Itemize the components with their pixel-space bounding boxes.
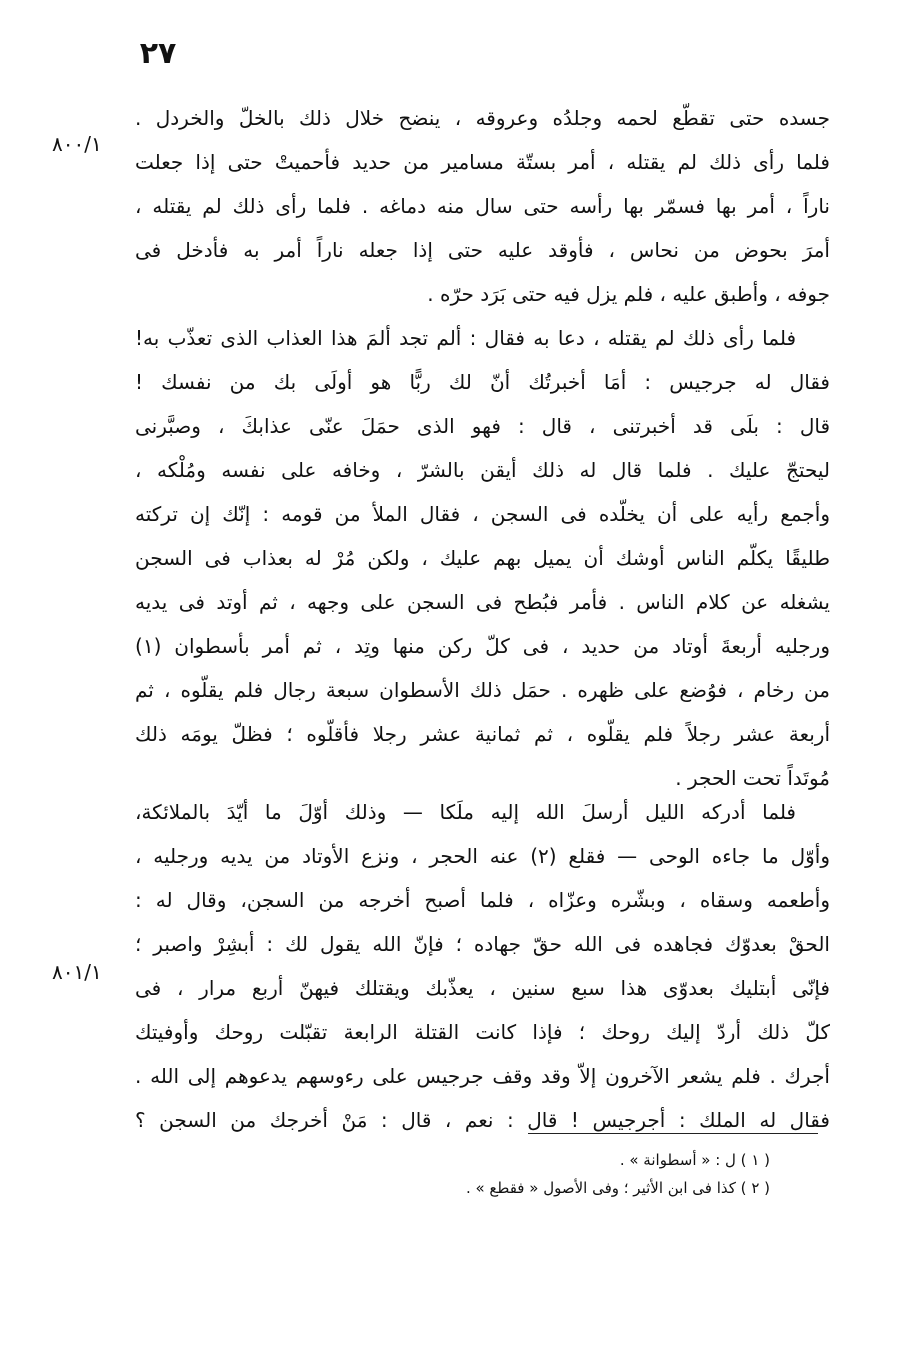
text-line: أجرك . فلم يشعر الآخرون إلاّ وقد وقف جرجيس على رءوسهم يدعوهم إلى الله .	[135, 1064, 830, 1088]
text-line: كلّ ذلك أردّ إليك روحك ؛ فإذا كانت القتلة الرابعة تقبّلت روحك وأوفيتك	[135, 1020, 830, 1044]
footnote: ( ١ ) ل : « أسطوانة » .	[619, 1151, 770, 1169]
text-line: من رخام ، فوُضع على ظهره . حمَل ذلك الأسطوان سبعة رجال فلم يقلّوه ، ثم	[135, 678, 830, 702]
text-line: ورجليه أربعةَ أوتاد من حديد ، فى كلّ ركن منها وتِد ، ثم أمر بأسطوان (١)	[135, 634, 830, 658]
text-line: فإنّى أبتليك بعدوّى هذا سبع سنين ، يعذّبك ويقتلك فيهنّ أربع مرار ، فى	[135, 976, 830, 1000]
page-number: ٢٧	[139, 36, 177, 71]
margin-reference: ٨٠٠/١	[52, 132, 102, 156]
paragraph	[135, 96, 830, 316]
paragraph	[135, 316, 830, 800]
margin-reference: ٨٠١/١	[52, 960, 102, 984]
paragraph	[135, 790, 830, 1142]
text-line: وأجمع رأيه على أن يخلّده فى السجن ، فقال الملأ من قومه : إنّك إن تركته	[135, 502, 830, 526]
text-line: فلما رأى ذلك لم يقتله ، أمر بستّة مسامير من حديد فأحميتْ حتى إذا جعلت	[135, 150, 830, 174]
text-line: فلما رأى ذلك لم يقتله ، دعا به فقال : ألم تجد ألمَ هذا العذاب الذى تعذّب به!	[135, 326, 796, 350]
text-line: جسده حتى تقطّع لحمه وجلدُه وعروقه ، ينضح خلال ذلك بالخلّ والخردل .	[135, 106, 830, 130]
text-line: جوفه ، وأطبق عليه ، فلم يزل فيه حتى بَرَد حرّه .	[427, 282, 830, 306]
footnote-separator	[528, 1133, 818, 1134]
footnotes	[300, 1146, 770, 1202]
text-line: يشغله عن كلام الناس . فأمر فبُطح فى السجن على وجهه ، ثم أوتد فى يديه	[135, 590, 830, 614]
text-line: ليحتجّ عليك . فلما قال له ذلك أيقن بالشرّ ، وخافه على نفسه ومُلْكه ،	[135, 458, 830, 482]
text-line: أربعة عشر رجلاً فلم يقلّوه ، ثم ثمانية عشر رجلا فأقلّوه ؛ فظلّ يومَه ذلك	[135, 722, 830, 746]
text-line: ناراً ، أمر بها فسمّر بها رأسه حتى سال منه دماغه . فلما رأى ذلك لم يقتله ،	[135, 194, 830, 218]
text-line: مُوتَداً تحت الحجر .	[675, 766, 830, 790]
text-line: فقال له الملك : أجرجيس ! قال : نعم ، قال : مَنْ أخرجك من السجن ؟	[135, 1108, 830, 1132]
text-line: الحقْ بعدوّك فجاهده فى الله حقّ جهاده ؛ فإنّ الله يقول لك : أبشِرْ واصبر ؛	[135, 932, 830, 956]
text-line: فلما أدركه الليل أرسلَ الله إليه ملَكا — وذلك أوّلَ ما أيّدَ بالملائكة،	[135, 800, 796, 824]
text-line: وأوّل ما جاءه الوحى — فقلع (٢) عنه الحجر ، ونزع الأوتاد من يديه ورجليه ،	[135, 844, 830, 868]
text-line: أمرَ بحوض من نحاس ، فأوقد عليه حتى إذا جعله ناراً أمر به فأدخل فى	[135, 238, 830, 262]
text-line: وأطعمه وسقاه ، وبشّره وعزّاه ، فلما أصبح أخرجه من السجن، وقال له :	[135, 888, 830, 912]
footnote: ( ٢ ) كذا فى ابن الأثير ؛ وفى الأصول « فقطع » .	[465, 1179, 770, 1197]
text-line: فقال له جرجيس : أمَا أخبرتُك أنّ لك ربًّا هو أولَى بك من نفسك !	[135, 370, 830, 394]
text-line: طليقًا يكلّم الناس أوشك أن يميل بهم عليك ، ولكن مُرْ له بعذاب فى السجن	[135, 546, 830, 570]
text-line: قال : بلَى قد أخبرتنى ، قال : فهو الذى حمَلَ عنّى عذابكَ ، وصبَّرنى	[135, 414, 830, 438]
